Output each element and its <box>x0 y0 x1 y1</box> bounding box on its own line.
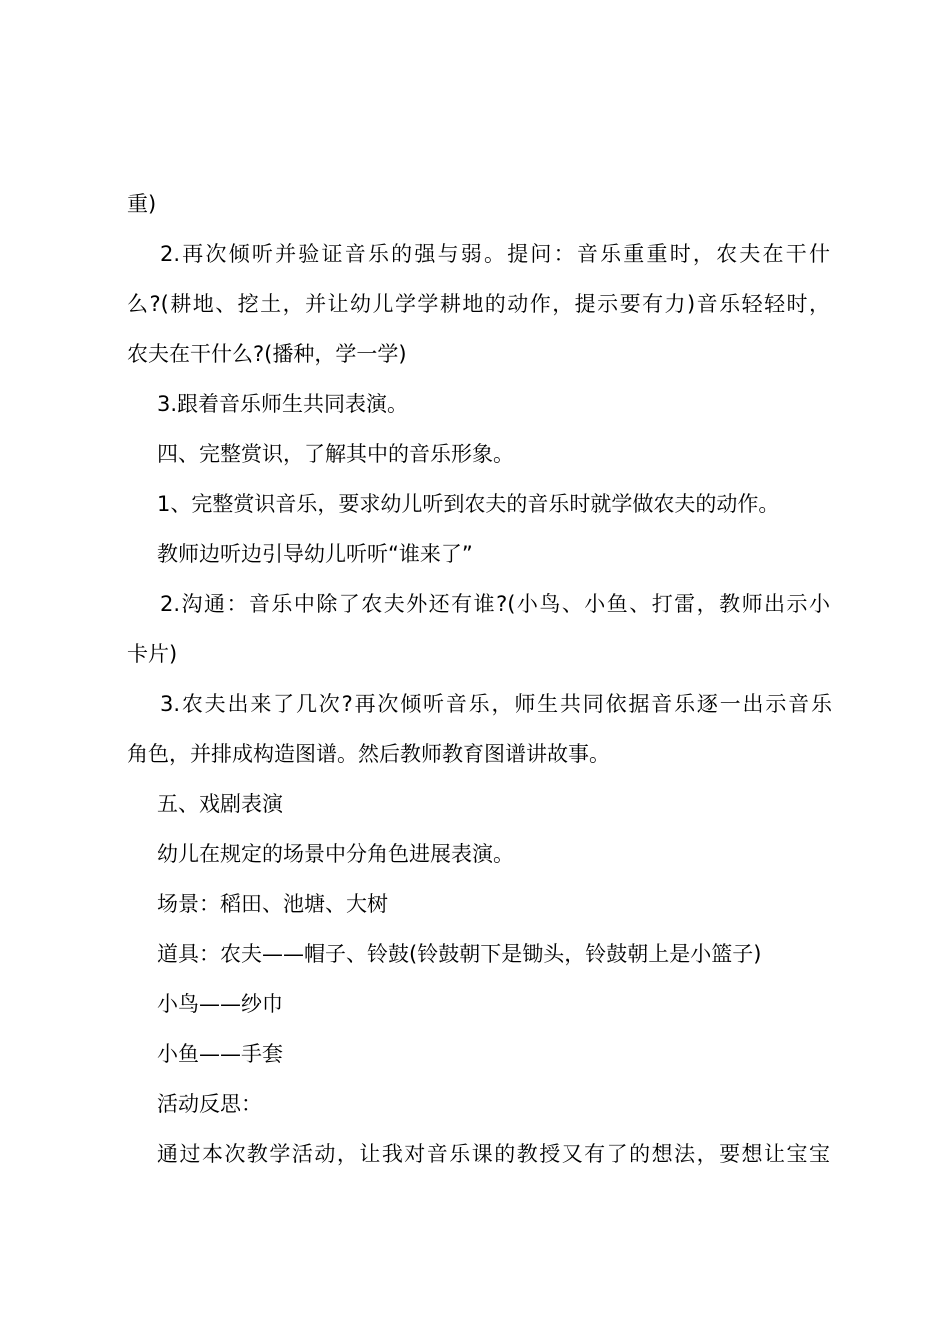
text-line: 小鸟——纱巾 <box>157 992 283 1016</box>
text-line: 小鱼——手套 <box>157 1042 283 1066</box>
text-line: 教师边听边引导幼儿听听“谁来了” <box>157 542 473 566</box>
text-line: 道具：农夫——帽子、铃鼓(铃鼓朝下是锄头，铃鼓朝上是小篮子) <box>157 942 762 966</box>
text-line: 3.跟着音乐师生共同表演。 <box>157 392 409 416</box>
text-line: 2.沟通：音乐中除了农夫外还有谁?(小鸟、小鱼、打雷，教师出示小 <box>160 592 830 616</box>
text-line: 活动反思： <box>157 1092 262 1116</box>
text-line: 通过本次教学活动，让我对音乐课的教授又有了的想法，要想让宝宝 <box>157 1142 830 1166</box>
text-line: 卡片) <box>127 642 178 666</box>
text-line: 场景：稻田、池塘、大树 <box>157 892 388 916</box>
text-line: 2.再次倾听并验证音乐的强与弱。提问：音乐重重时，农夫在干什 <box>160 242 830 266</box>
text-line: 3.农夫出来了几次?再次倾听音乐，师生共同依据音乐逐一出示音乐 <box>160 692 832 716</box>
text-line: 1、完整赏识音乐，要求幼儿听到农夫的音乐时就学做农夫的动作。 <box>157 492 780 516</box>
text-line: 角色，并排成构造图谱。然后教师教育图谱讲故事。 <box>127 742 610 766</box>
text-line: 幼儿在规定的场景中分角色进展表演。 <box>157 842 514 866</box>
text-line: 四、完整赏识，了解其中的音乐形象。 <box>157 442 514 466</box>
text-line: 么?(耕地、挖土，并让幼儿学学耕地的动作，提示要有力)音乐轻轻时， <box>127 292 830 316</box>
text-line: 五、戏剧表演 <box>157 792 283 816</box>
text-line: 农夫在干什么?(播种，学一学) <box>127 342 407 366</box>
text-line: 重) <box>127 192 157 216</box>
